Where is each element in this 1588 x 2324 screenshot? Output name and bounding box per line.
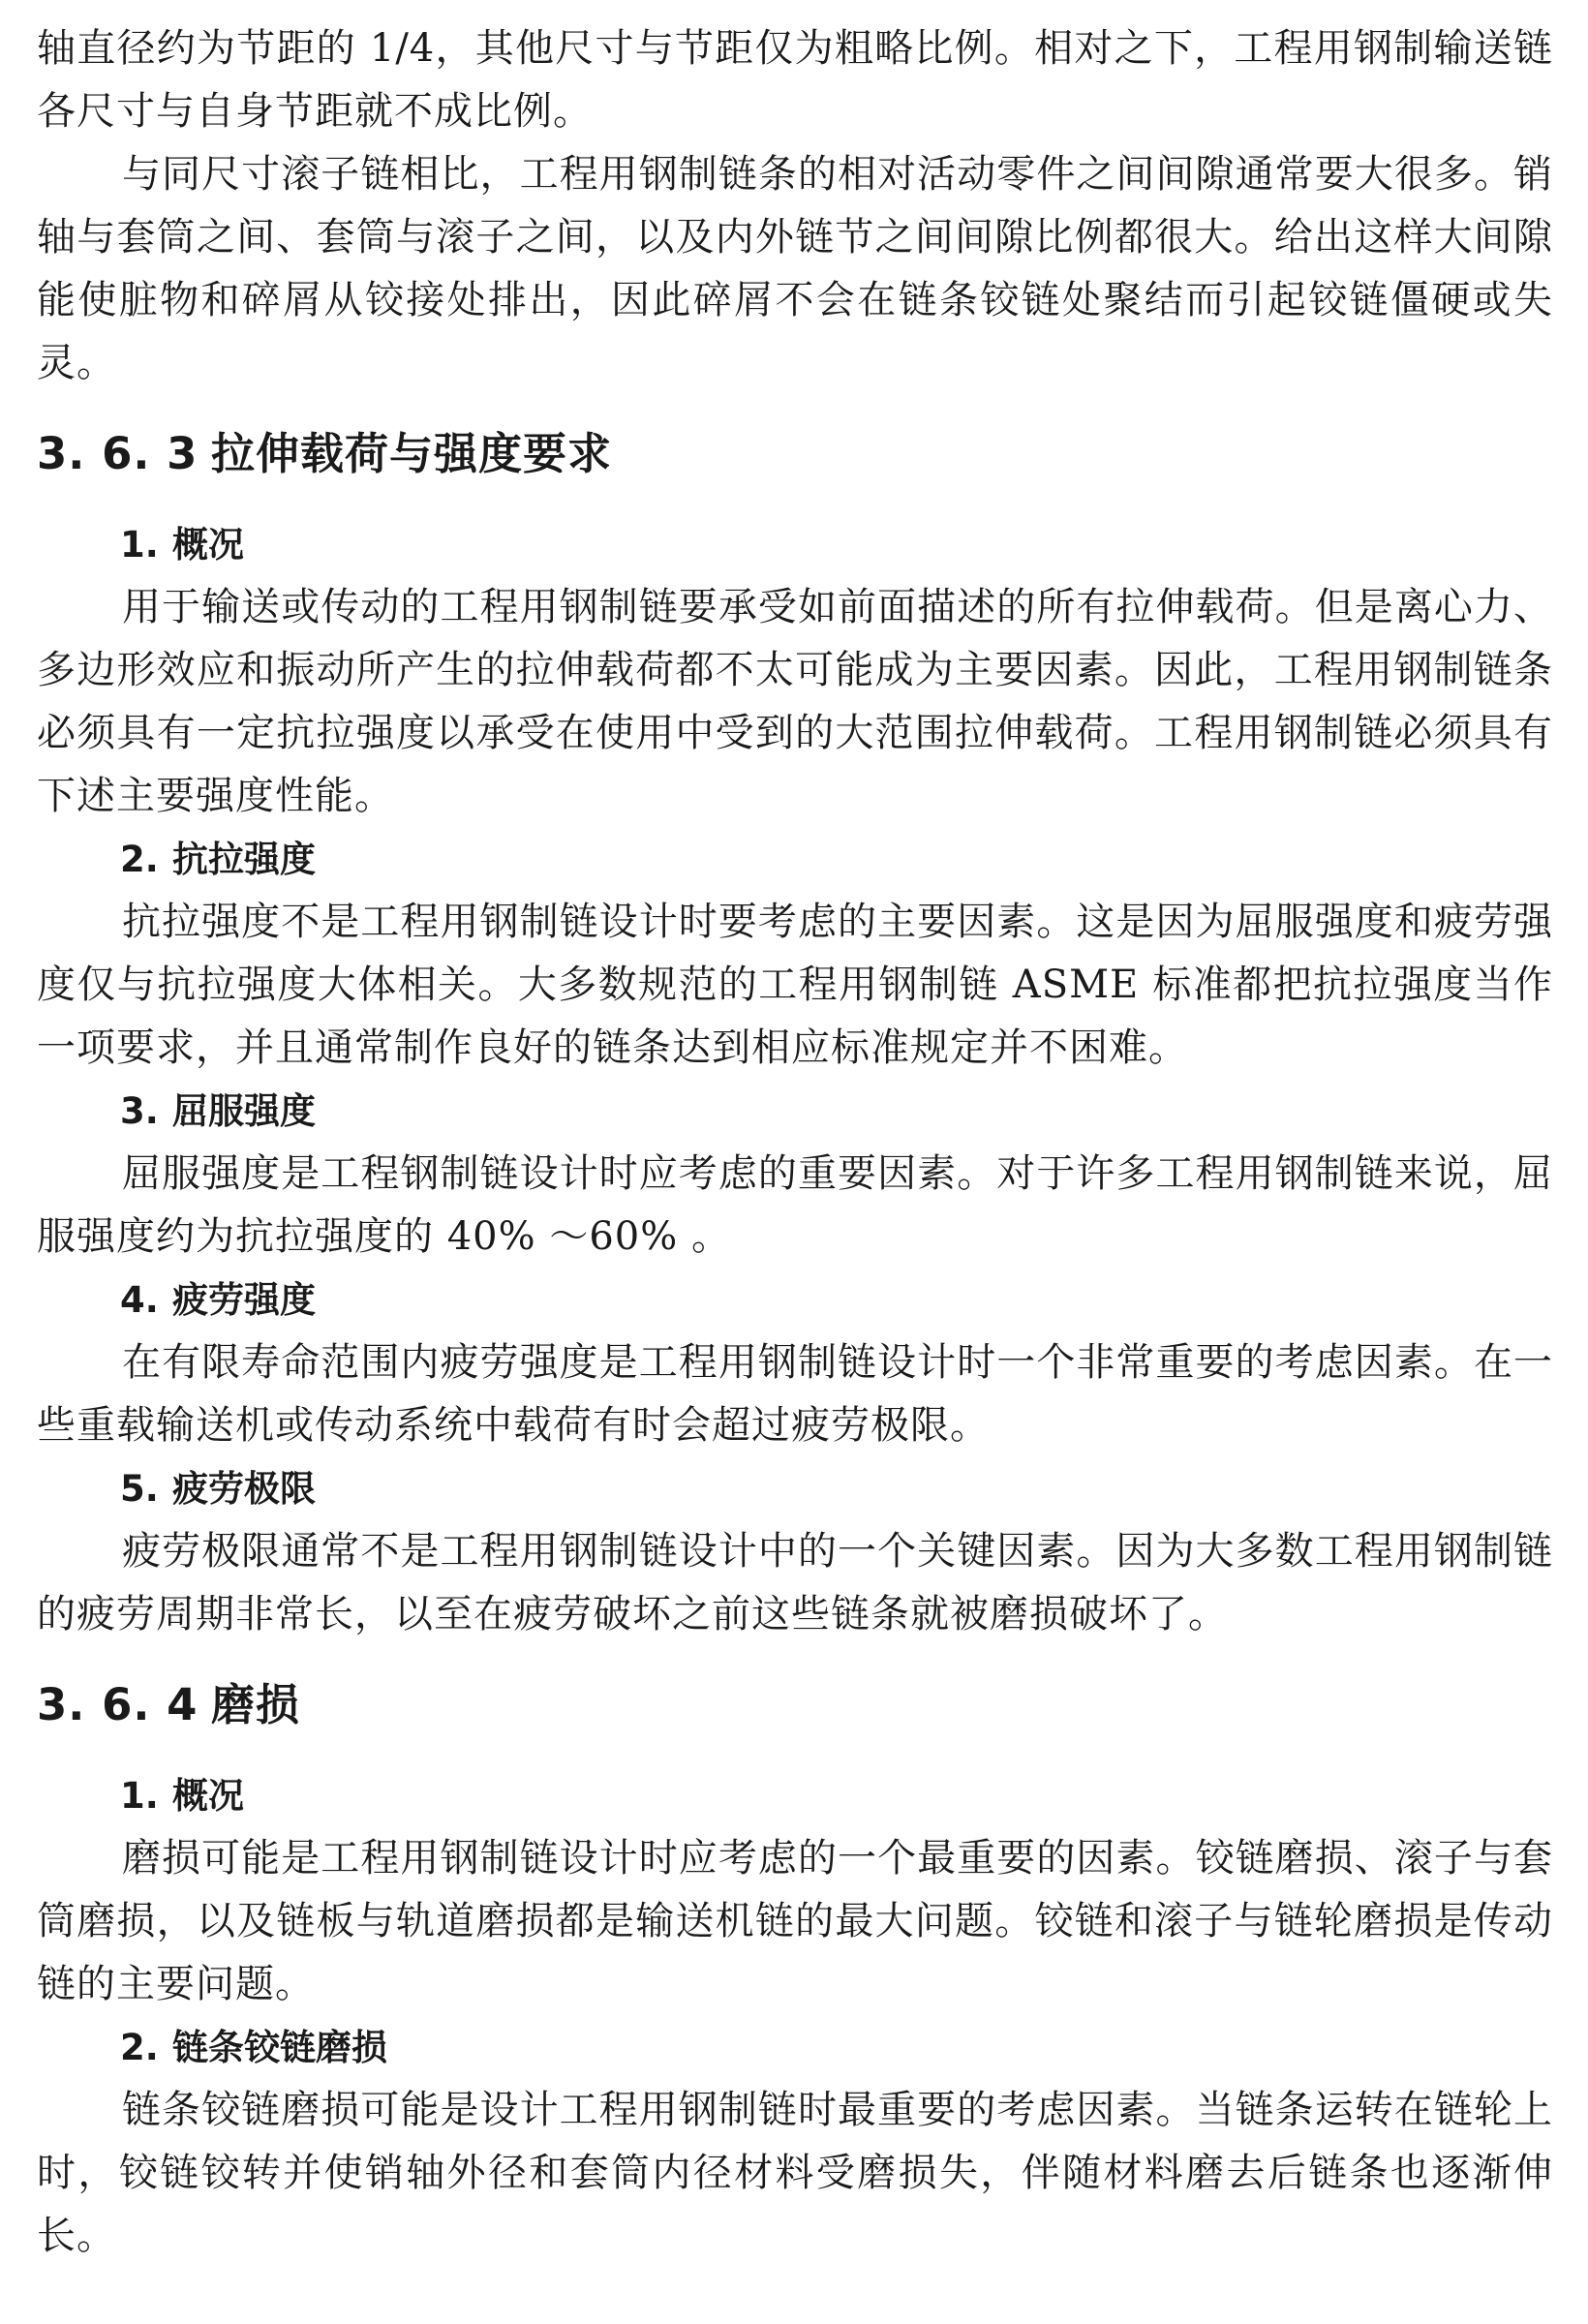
subsection-title: 屈服强度 — [172, 1090, 316, 1132]
paragraph-overview: 用于输送或传动的工程用钢制链要承受如前面描述的所有拉伸载荷。但是离心力、多边形效应和振动所产生的拉伸载荷都不太可能成为主要因素。因此，工程用钢制链条必须具有一定抗拉强度以承受在使用中受到的大范围拉伸载荷。工程用钢制链必须具有下述主要强度性能。 — [37, 585, 1553, 818]
intro-paragraph-clearance: 与同尺寸滚子链相比，工程用钢制链条的相对活动零件之间间隙通常要大很多。销轴与套筒之间、套筒与滚子之间，以及内外链节之间间隙比例都很大。给出这样大间隙能使脏物和碎屑从铰接处排出，因此碎屑不会在链条铰链处聚结而引起铰链僵硬或失灵。 — [37, 152, 1553, 385]
intro-paragraph-continued: 轴直径约为节距的 1/4，其他尺寸与节距仅为粗略比例。相对之下，工程用钢制输送链各尺寸与自身节距就不成比例。 — [37, 26, 1553, 134]
section-number: 3. 6. 4 — [37, 1679, 198, 1730]
subsection-number: 1. — [120, 524, 159, 566]
paragraph-yield-strength: 屈服强度是工程钢制链设计时应考虑的重要因素。对于许多工程用钢制链来说，屈服强度约为抗拉强度的 40% ～60% 。 — [37, 1151, 1553, 1259]
paragraph-tensile-strength: 抗拉强度不是工程用钢制链设计时要考虑的主要因素。这是因为屈服强度和疲劳强度仅与抗拉强度大体相关。大多数规范的工程用钢制链 ASME 标准都把抗拉强度当作一项要求，并且通常制作良好的链条达到相应标准规定并不困难。 — [37, 900, 1553, 1070]
subsection-heading-fatigue-strength — [37, 1269, 1553, 1331]
subsection-number: 3. — [120, 1090, 159, 1132]
subsection-heading-tensile-strength — [37, 828, 1553, 891]
section-heading-3-6-3 — [37, 420, 1553, 488]
paragraph-wear-overview: 磨损可能是工程用钢制链设计时应考虑的一个最重要的因素。铰链磨损、滚子与套筒磨损，以及链板与轨道磨损都是输送机链的最大问题。铰链和滚子与链轮磨损是传动链的主要问题。 — [37, 1836, 1553, 2006]
section-title: 拉伸载荷与强度要求 — [211, 428, 613, 479]
subsection-number: 5. — [120, 1468, 159, 1510]
subsection-title: 抗拉强度 — [172, 839, 316, 880]
subsection-title: 概况 — [172, 1775, 244, 1817]
subsection-title: 疲劳极限 — [172, 1468, 316, 1510]
paragraph-fatigue-strength: 在有限寿命范围内疲劳强度是工程用钢制链设计时一个非常重要的考虑因素。在一些重载输送机或传动系统中载荷有时会超过疲劳极限。 — [37, 1340, 1553, 1448]
subsection-number: 2. — [120, 839, 159, 880]
subsection-number: 4. — [120, 1279, 159, 1321]
subsection-heading-overview — [37, 513, 1553, 576]
subsection-number: 2. — [120, 2027, 159, 2068]
subsection-heading-joint-wear — [37, 2016, 1553, 2079]
subsection-title: 概况 — [172, 524, 244, 566]
section-title: 磨损 — [211, 1679, 301, 1730]
subsection-number: 1. — [120, 1775, 159, 1817]
subsection-heading-yield-strength — [37, 1080, 1553, 1143]
document-page — [37, 17, 1553, 2268]
paragraph-fatigue-limit: 疲劳极限通常不是工程用钢制链设计中的一个关键因素。因为大多数工程用钢制链的疲劳周期非常长，以至在疲劳破坏之前这些链条就被磨损破坏了。 — [37, 1529, 1553, 1636]
paragraph-joint-wear: 链条铰链磨损可能是设计工程用钢制链时最重要的考虑因素。当链条运转在链轮上时，铰链铰转并使销轴外径和套筒内径材料受磨损失，伴随材料磨去后链条也逐渐伸长。 — [37, 2088, 1553, 2258]
subsection-heading-wear-overview — [37, 1764, 1553, 1827]
subsection-heading-fatigue-limit — [37, 1457, 1553, 1520]
section-heading-3-6-4 — [37, 1671, 1553, 1739]
subsection-title: 链条铰链磨损 — [172, 2027, 387, 2068]
subsection-title: 疲劳强度 — [172, 1279, 316, 1321]
section-number: 3. 6. 3 — [37, 428, 198, 479]
